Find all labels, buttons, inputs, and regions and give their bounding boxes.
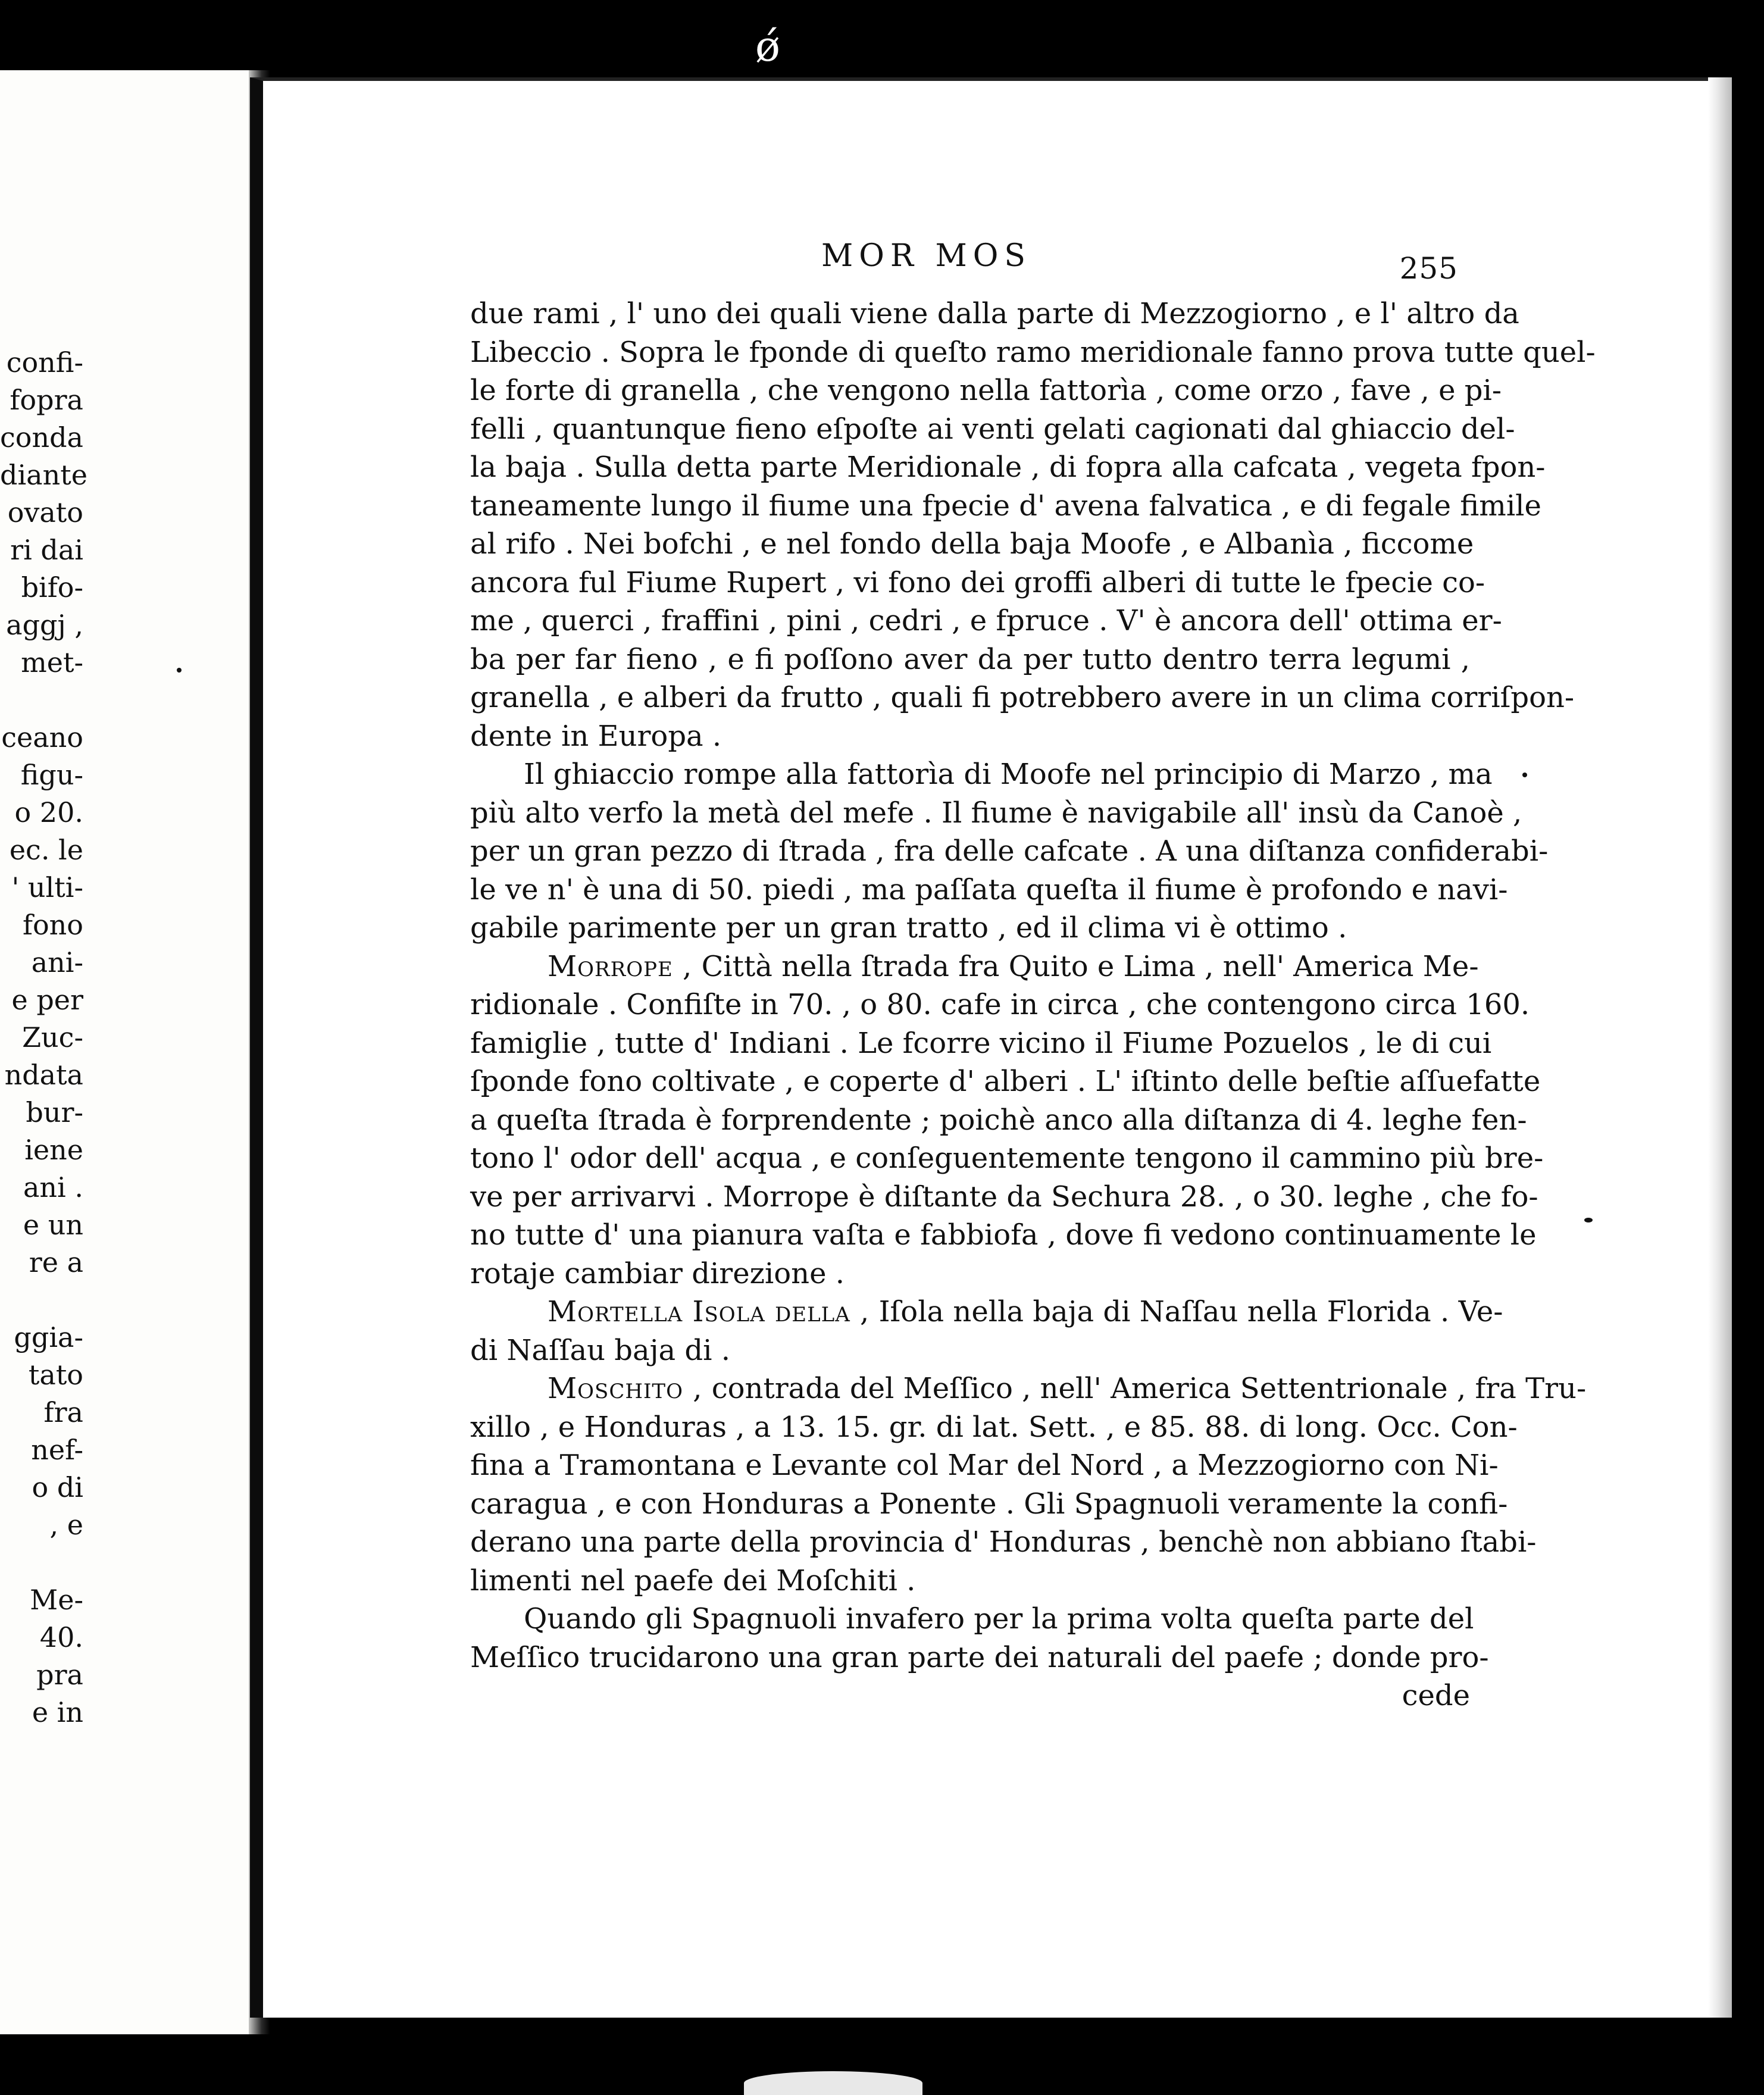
text-line (470, 1139, 1544, 1178)
left-page-text-fragments (0, 344, 87, 1731)
left-fragment-line: fopra (10, 384, 83, 416)
left-fragment-line: tato (28, 1359, 83, 1391)
left-fragment-line (0, 1281, 83, 1319)
paragraph (470, 1600, 1489, 1677)
line-text: rotaje cambiar direzione . (470, 1256, 845, 1290)
text-line (470, 717, 1470, 756)
left-fragment-line: e per (11, 984, 83, 1016)
text-line (470, 1600, 1474, 1639)
text-line (470, 1369, 1587, 1408)
text-line (470, 1178, 1538, 1217)
ink-speck (177, 668, 182, 673)
text-line (470, 1408, 1518, 1447)
top-ink-mark: ǿ (755, 22, 781, 71)
text-line (470, 1446, 1499, 1485)
entry-headword: Mortella Isola della , (548, 1295, 870, 1328)
line-text: ſponde fono coltivate , e coperte d' alberi . L' iſtinto delle beſtie aſſuefatte (470, 1065, 1541, 1098)
text-line (470, 295, 1519, 333)
line-text: ancora ful Fiume Rupert , vi fono dei groffi alberi di tutte le fpecie co- (470, 565, 1485, 599)
line-text: due rami , l' uno dei quali viene dalla parte di Mezzogiorno , e l' altro da (470, 297, 1519, 330)
text-line (470, 1216, 1537, 1255)
text-line (470, 1101, 1527, 1140)
line-text: xillo , e Honduras , a 13. 15. gr. di lat. Sett. , e 85. 88. di long. Occ. Con- (470, 1410, 1518, 1444)
left-fragment-line: bifo- (21, 571, 83, 604)
left-fragment-line: bur- (26, 1096, 83, 1128)
page-edge (1708, 77, 1732, 2018)
text-line (470, 1562, 1470, 1600)
text-line (470, 1523, 1537, 1562)
left-fragment-line: iene (24, 1134, 83, 1166)
text-line (470, 564, 1485, 602)
text-line (470, 1255, 1470, 1293)
text-line (470, 1024, 1492, 1063)
text-line (470, 1062, 1541, 1101)
line-text: Meſſico trucidarono una gran parte dei naturali del paefe ; donde pro- (470, 1640, 1489, 1674)
left-fragment-line: ri dai (10, 534, 83, 566)
page-number: 255 (1399, 251, 1458, 286)
ink-speck (1584, 1218, 1593, 1222)
left-fragment-line: re a (29, 1246, 83, 1278)
text-line (470, 371, 1502, 410)
left-fragment-line: ' ulti- (11, 871, 83, 903)
left-fragment-line (0, 1544, 83, 1581)
left-fragment-line: o 20. (14, 796, 83, 828)
left-fragment-line: diante (0, 459, 87, 491)
running-head: MOR MOS (821, 238, 1032, 274)
line-text: ve per arrivarvi . Morrope è diſtante da Sechura 28. , o 30. leghe , che fo- (470, 1180, 1538, 1214)
paragraph (470, 1293, 1503, 1369)
text-line (470, 410, 1515, 449)
text-line (470, 640, 1470, 679)
page-header (821, 238, 1458, 286)
line-text: tono l' odor dell' acqua , e conſeguentemente tengono il cammino più bre- (470, 1142, 1544, 1175)
text-line (470, 909, 1470, 948)
line-text: fina a Tramontana e Levante col Mar del Nord , a Mezzogiorno con Ni- (470, 1449, 1499, 1482)
text-line (470, 794, 1522, 833)
text-line (470, 871, 1508, 909)
left-fragment-line: conda (0, 421, 83, 454)
left-fragment-line: ndata (4, 1059, 83, 1091)
text-line (470, 525, 1474, 564)
line-text: dente in Europa . (470, 719, 722, 753)
line-text: granella , e alberi da frutto , quali fi potrebbero avere in un clima corriſpon- (470, 681, 1575, 714)
left-fragment-line: aggj , (6, 609, 83, 641)
left-fragment-line (0, 681, 83, 719)
left-facing-page (0, 70, 250, 2034)
line-text: derano una parte della provincia d' Honduras , benchè non abbiano ſtabi- (470, 1525, 1537, 1559)
left-fragment-line: ovato (7, 496, 83, 529)
left-fragment-line: ceano (1, 721, 83, 753)
line-text: contrada del Meſſico , nell' America Settentrionale , fra Tru- (702, 1372, 1587, 1405)
line-text: al rifo . Nei bofchi , e nel fondo della baja Moofe , e Albanìa , ficcome (470, 527, 1474, 561)
left-fragment-line: 40. (39, 1621, 83, 1653)
ink-speck (1522, 773, 1527, 777)
text-line (470, 1331, 1470, 1370)
text-line (470, 1639, 1489, 1677)
line-text: ridionale . Confiſte in 70. , o 80. cafe in circa , che contengono circa 160. (470, 988, 1530, 1021)
line-text: le ve n' è una di 50. piedi , ma paſſata queſta il fiume è profondo e navi- (470, 873, 1508, 906)
line-text: Città nella ſtrada fra Quito e Lima , nell' America Me- (692, 949, 1479, 983)
line-text: me , querci , fraffini , pini , cedri , e fpruce . V' è ancora dell' ottima er- (470, 604, 1502, 637)
paragraph (470, 1369, 1587, 1600)
bottom-page-blob (744, 2071, 922, 2095)
text-line (470, 602, 1502, 640)
left-fragment-line: ec. le (9, 834, 83, 866)
left-fragment-line: ani . (23, 1171, 83, 1203)
entry-headword: Moschito , (548, 1372, 703, 1405)
line-text: di Naſſau baja di . (470, 1333, 730, 1367)
left-fragment-line: confi- (6, 346, 83, 379)
text-line (470, 487, 1541, 526)
left-fragment-line: Me- (30, 1584, 83, 1616)
line-text: le forte di granella , che vengono nella fattorìa , come orzo , fave , e pi- (470, 374, 1502, 407)
paragraph (470, 755, 1549, 948)
text-line (470, 986, 1530, 1024)
line-text: Il ghiaccio rompe alla fattorìa di Moofe nel principio di Marzo , ma (524, 758, 1493, 791)
line-text: gabile parimente per un gran tratto , ed il clima vi è ottimo . (470, 911, 1347, 945)
left-fragment-line: met- (21, 646, 83, 678)
text-line (470, 832, 1549, 871)
text-line (470, 678, 1575, 717)
catchword: cede (1402, 1679, 1470, 1712)
line-text: più alto verfo la metà del mefe . Il fiume è navigabile all' insù da Canoè , (470, 796, 1522, 830)
text-line (470, 1485, 1508, 1524)
line-text: no tutte d' una pianura vaſta e fabbiofa , dove fi vedono continuamente le (470, 1218, 1537, 1252)
left-fragment-line: o di (32, 1471, 83, 1503)
paragraph (470, 948, 1544, 1293)
line-text: Libeccio . Sopra le fponde di queſto ramo meridionale fanno prova tutte quel- (470, 335, 1596, 369)
left-fragment-line: ggia- (14, 1321, 83, 1353)
line-text: ba per far fieno , e fi poſſono aver da per tutto dentro terra legumi , (470, 642, 1470, 676)
line-text: famiglie , tutte d' Indiani . Le fcorre vicino il Fiume Pozuelos , le di cui (470, 1026, 1492, 1060)
left-fragment-line: ani- (31, 946, 83, 978)
entry-headword: Morrope , (548, 949, 693, 983)
line-text: per un gran pezzo di ſtrada , fra delle cafcate . A una diſtanza confiderabi- (470, 834, 1549, 868)
line-text: Iſola nella baja di Naſſau nella Florida . Ve- (870, 1295, 1503, 1328)
left-fragment-line: figu- (20, 759, 83, 791)
text-line (470, 755, 1493, 794)
body-text (470, 295, 1596, 1715)
text-line (470, 948, 1479, 986)
left-fragment-line: fono (22, 909, 83, 941)
text-line (470, 448, 1546, 487)
line-text: felli , quantunque fieno eſpoſte ai venti gelati cagionati dal ghiaccio del- (470, 412, 1515, 446)
line-text: a queſta ſtrada è forprendente ; poichè anco alla diſtanza di 4. leghe fen- (470, 1103, 1527, 1137)
line-text: la baja . Sulla detta parte Meridionale , di fopra alla cafcata , vegeta fpon- (470, 451, 1546, 484)
left-fragment-line: , e (49, 1509, 83, 1541)
left-fragment-line: Zuc- (22, 1021, 83, 1053)
left-fragment-line: e in (32, 1696, 83, 1728)
line-text: caragua , e con Honduras a Ponente . Gli Spagnuoli veramente la confi- (470, 1487, 1508, 1521)
text-line (470, 333, 1596, 372)
text-line (470, 1293, 1503, 1331)
line-text: Quando gli Spagnuoli invafero per la prima volta queſta parte del (524, 1602, 1474, 1636)
left-fragment-line: e un (23, 1209, 83, 1241)
line-text: taneamente lungo il fiume una fpecie d' avena falvatica , e di fegale fimile (470, 489, 1541, 523)
left-fragment-line: pra (36, 1659, 83, 1691)
left-fragment-line: fra (43, 1396, 83, 1428)
left-fragment-line: nef- (31, 1434, 83, 1466)
paragraph (470, 295, 1596, 755)
line-text: limenti nel paefe dei Moſchiti . (470, 1564, 916, 1597)
